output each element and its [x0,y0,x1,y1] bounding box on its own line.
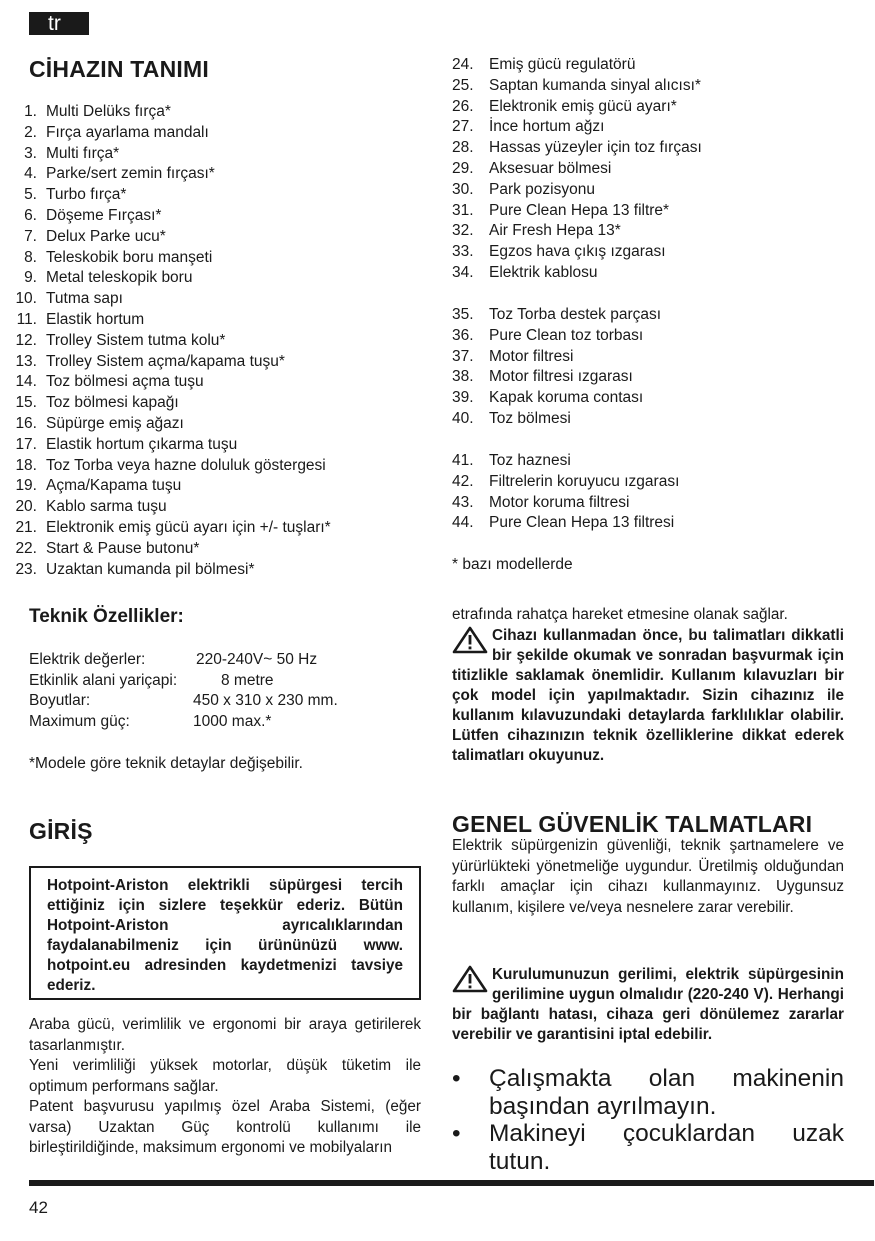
item-label: Elektrik kablosu [489,263,598,281]
spec-value: 450 x 310 x 230 mm. [193,692,338,709]
item-label: Toz bölmesi açma tuşu [46,373,204,391]
item-number: 13. [15,352,37,370]
item-label: Motor filtresi [489,347,574,365]
item-number: 33. [452,243,474,261]
safety-bullet [452,1120,844,1175]
parts-list-item [452,451,679,472]
item-number: 3. [24,144,37,162]
parts-list-item [0,164,331,185]
item-label: Motor filtresi ızgarası [489,368,633,386]
spec-value: 1000 max.* [193,712,272,730]
language-tab: tr [29,12,89,35]
parts-list-item [0,248,331,269]
spec-label: Maximum güç: [29,712,130,730]
parts-list-item [0,289,331,310]
spec-value: 8 metre [221,671,274,689]
parts-list-item [452,180,702,201]
item-number: 9. [24,269,37,287]
parts-list-item [0,331,331,352]
parts-list-item [0,310,331,331]
item-label: Delux Parke ucu* [46,227,166,245]
item-label: Park pozisyonu [489,180,595,198]
parts-list-item [452,367,661,388]
intro-paragraph: Patent başvurusu yapılmış özel Araba Sistemi, (eğer varsa) Uzaktan Güç kontrolü kullanımı ile birleştirildiğinde, maksimum ergonomi ve mobilyaların [29,1098,421,1156]
spec-row-power [29,712,429,733]
registration-notice-text: Hotpoint-Ariston elektrikli süpürgesi tercih ettiğiniz için sizlere teşekkür ederiz. Bütün Hotpoint-Ariston ayrıcalıklarından faydalanabilmeniz için ürününüzü www. hotpoint.eu adresinden kaydetmenizi tavsiye ederiz. [47,877,403,994]
parts-list-item [0,518,331,539]
warning-triangle-icon [452,965,488,993]
item-number: 19. [15,477,37,495]
item-number: 34. [452,263,474,281]
parts-list-item [0,123,331,144]
parts-list-item [452,201,702,222]
parts-list-item [452,76,702,97]
spec-label: Elektrik değerler: [29,651,146,668]
parts-list-item [0,227,331,248]
item-label: Elektronik emiş gücü ayarı* [489,97,677,115]
item-label: Pure Clean toz torbası [489,326,644,344]
parts-list-item [452,326,661,347]
read-instructions-warning-text: Cihazı kullanmadan önce, bu talimatları dikkatli bir şekilde okumak ve sonradan başvurmak için titizlikle saklamak önemlidir. Kullanım kılavuzları bir çok model için yapılmaktadır. Sizin cihazınız ile kullanım kılavuzundaki detaylarda farklılıklar olabilir. Lütfen cihazınızın teknik özelliklerine dikkat ederek talimatları okuyunuz. [452,627,844,764]
item-number: 4. [24,165,37,183]
safety-bullet-text: Çalışmakta olan makinenin başından ayrılmayın. [489,1065,844,1120]
page-number: 42 [29,1198,48,1217]
item-number: 5. [24,186,37,204]
item-label: Trolley Sistem tutma kolu* [46,331,226,349]
spec-value: 220-240V~ 50 Hz [196,651,318,668]
parts-list-item [0,393,331,414]
spec-label: Etkinlik alani yariçapi: [29,671,178,689]
item-label: Açma/Kapama tuşu [46,477,182,495]
item-number: 28. [452,139,474,157]
intro-paragraph: Yeni verimliliği yüksek motorlar, düşük tüketim ile optimum performans sağlar. [29,1057,421,1095]
item-label: Air Fresh Hepa 13* [489,222,621,240]
parts-list-item [452,347,661,368]
item-label: Toz bölmesi [489,409,571,427]
parts-list-right-1 [452,55,702,284]
item-label: Teleskobik boru manşeti [46,248,213,266]
specs-note: *Modele göre teknik detaylar değişebilir. [29,755,303,772]
item-label: Hassas yüzeyler için toz fırçası [489,139,702,157]
item-label: Metal teleskopik boru [46,269,193,287]
item-label: Parke/sert zemin fırçası* [46,165,215,183]
item-label: Multi Delüks fırça* [46,103,171,120]
spec-row-range [29,671,429,692]
parts-footnote: * bazı modellerde [452,556,573,573]
item-label: Toz Torba destek parçası [489,306,662,323]
item-label: İnce hortum ağzı [489,118,605,136]
registration-notice-box [29,866,421,1000]
item-number: 8. [24,248,37,266]
item-label: Fırça ayarlama mandalı [46,123,209,141]
item-label: Pure Clean Hepa 13 filtre* [489,201,670,219]
parts-list-item [452,55,702,76]
item-number: 10. [15,290,37,308]
item-number: 17. [15,435,37,453]
item-label: Egzos hava çıkış ızgarası [489,243,666,261]
item-label: Motor koruma filtresi [489,493,630,511]
parts-list-item [0,185,331,206]
item-label: Emiş gücü regulatörü [489,56,636,73]
item-label: Start & Pause butonu* [46,539,200,557]
spec-row-dimensions [29,691,429,712]
item-number: 16. [15,414,37,432]
item-number: 20. [15,498,37,516]
parts-list-item [0,456,331,477]
parts-list-item [452,159,702,180]
device-description-heading: CİHAZIN TANIMI [29,56,209,82]
parts-list-item [0,372,331,393]
item-number: 38. [452,368,474,386]
parts-list-item [0,414,331,435]
parts-list-item [0,497,331,518]
item-number: 41. [452,452,474,469]
parts-list-item [452,242,702,263]
parts-list-item [0,144,331,165]
item-number: 15. [15,394,37,412]
item-label: Filtrelerin koruyucu ızgarası [489,472,680,490]
item-number: 27. [452,118,474,136]
safety-bullets [452,1065,844,1175]
parts-list-item [452,305,661,326]
item-number: 21. [15,518,37,536]
parts-list-item [0,435,331,456]
item-number: 36. [452,326,474,344]
specs-heading: Teknik Özellikler: [29,606,184,627]
specs-table [29,650,429,732]
item-label: Toz haznesi [489,452,571,469]
warning-triangle-icon [452,626,488,654]
item-label: Süpürge emiş ağazı [46,414,184,432]
item-number: 29. [452,159,474,177]
item-number: 25. [452,76,474,94]
item-label: Aksesuar bölmesi [489,159,612,177]
parts-list-item [452,221,702,242]
item-label: Multi fırça* [46,144,120,162]
parts-list-left [0,102,331,580]
parts-list-item [0,560,331,581]
parts-list-right-2 [452,305,661,430]
item-label: Elastik hortum çıkarma tuşu [46,435,238,453]
bullet-icon: • [452,1065,461,1092]
item-label: Kapak koruma contası [489,389,644,407]
parts-list-item [0,268,331,289]
item-number: 31. [452,201,474,219]
safety-bullet [452,1065,844,1120]
footer-rule [29,1180,874,1186]
item-number: 14. [15,373,37,391]
item-label: Pure Clean Hepa 13 filtresi [489,514,675,532]
item-number: 43. [452,493,474,511]
parts-list-right-3 [452,451,679,534]
parts-list-item [452,138,702,159]
item-label: Trolley Sistem açma/kapama tuşu* [46,352,285,370]
item-number: 6. [24,206,37,224]
item-number: 39. [452,389,474,407]
intro-paragraph: Araba gücü, verimlilik ve ergonomi bir araya getirilerek tasarlanmıştır. [29,1016,421,1054]
safety-paragraph: Elektrik süpürgenizin güvenliği, teknik şartnamelere ve yürürlükteki yönetmeliğe uygundur. Üretilmiş olduğundan farklı amaçlar için cihazı kullanmayınız. Uygunsuz kullanım, kişilere ve/veya nesnelere zarar verebilir. [452,837,844,916]
item-number: 11. [16,310,37,328]
parts-list-item [0,102,331,123]
item-label: Kablo sarma tuşu [46,498,167,516]
read-instructions-warning [452,626,844,766]
spec-row-voltage [29,650,429,671]
item-number: 7. [24,227,37,245]
safety-bullet-text: Makineyi çocuklardan uzak tutun. [489,1120,844,1175]
parts-list-item [452,263,702,284]
parts-list-item [452,513,679,534]
item-number: 26. [452,97,474,115]
item-number: 37. [452,347,474,365]
item-number: 40. [452,409,474,427]
item-label: Toz Torba veya hazne doluluk göstergesi [46,456,326,474]
parts-list-item [0,206,331,227]
intro-body [29,1015,421,1159]
parts-list-item [0,476,331,497]
voltage-warning-text: Kurulumunuzun gerilimi, elektrik süpürgesinin gerilimine uygun olmalıdır (220-240 V). Herhangi bir bağlantı hatası, cihaza geri dönülemez zararlar verebilir ve garantisini iptal edebilir. [452,966,844,1043]
item-number: 2. [24,123,37,141]
bullet-icon: • [452,1120,461,1147]
item-label: Elektronik emiş gücü ayarı için +/- tuşları* [46,518,331,536]
safety-heading: GENEL GÜVENLİK TALMATLARI [452,811,813,837]
parts-list-item [452,117,702,138]
spec-label: Boyutlar: [29,692,91,709]
parts-list-item [452,388,661,409]
item-number: 23. [15,560,37,578]
item-label: Saptan kumanda sinyal alıcısı* [489,76,701,94]
item-number: 1. [24,103,37,120]
item-label: Uzaktan kumanda pil bölmesi* [46,560,255,578]
parts-list-item [452,493,679,514]
item-number: 24. [452,56,474,73]
item-number: 44. [452,514,474,532]
item-label: Döşeme Fırçası* [46,206,162,224]
item-number: 42. [452,472,474,490]
intro-heading: GİRİŞ [29,818,93,844]
item-label: Turbo fırça* [46,186,127,204]
parts-list-item [452,97,702,118]
item-number: 12. [15,331,37,349]
item-number: 35. [452,306,474,323]
item-number: 30. [452,180,474,198]
item-number: 22. [15,539,37,557]
item-number: 18. [15,456,37,474]
item-label: Elastik hortum [46,310,145,328]
item-number: 32. [452,222,474,240]
parts-list-item [452,472,679,493]
item-label: Toz bölmesi kapağı [46,394,179,412]
intro-continuation: etrafında rahatça hareket etmesine olanak sağlar. [452,606,788,623]
voltage-warning [452,965,844,1045]
item-label: Tutma sapı [46,290,123,308]
parts-list-item [452,409,661,430]
parts-list-item [0,539,331,560]
parts-list-item [0,352,331,373]
